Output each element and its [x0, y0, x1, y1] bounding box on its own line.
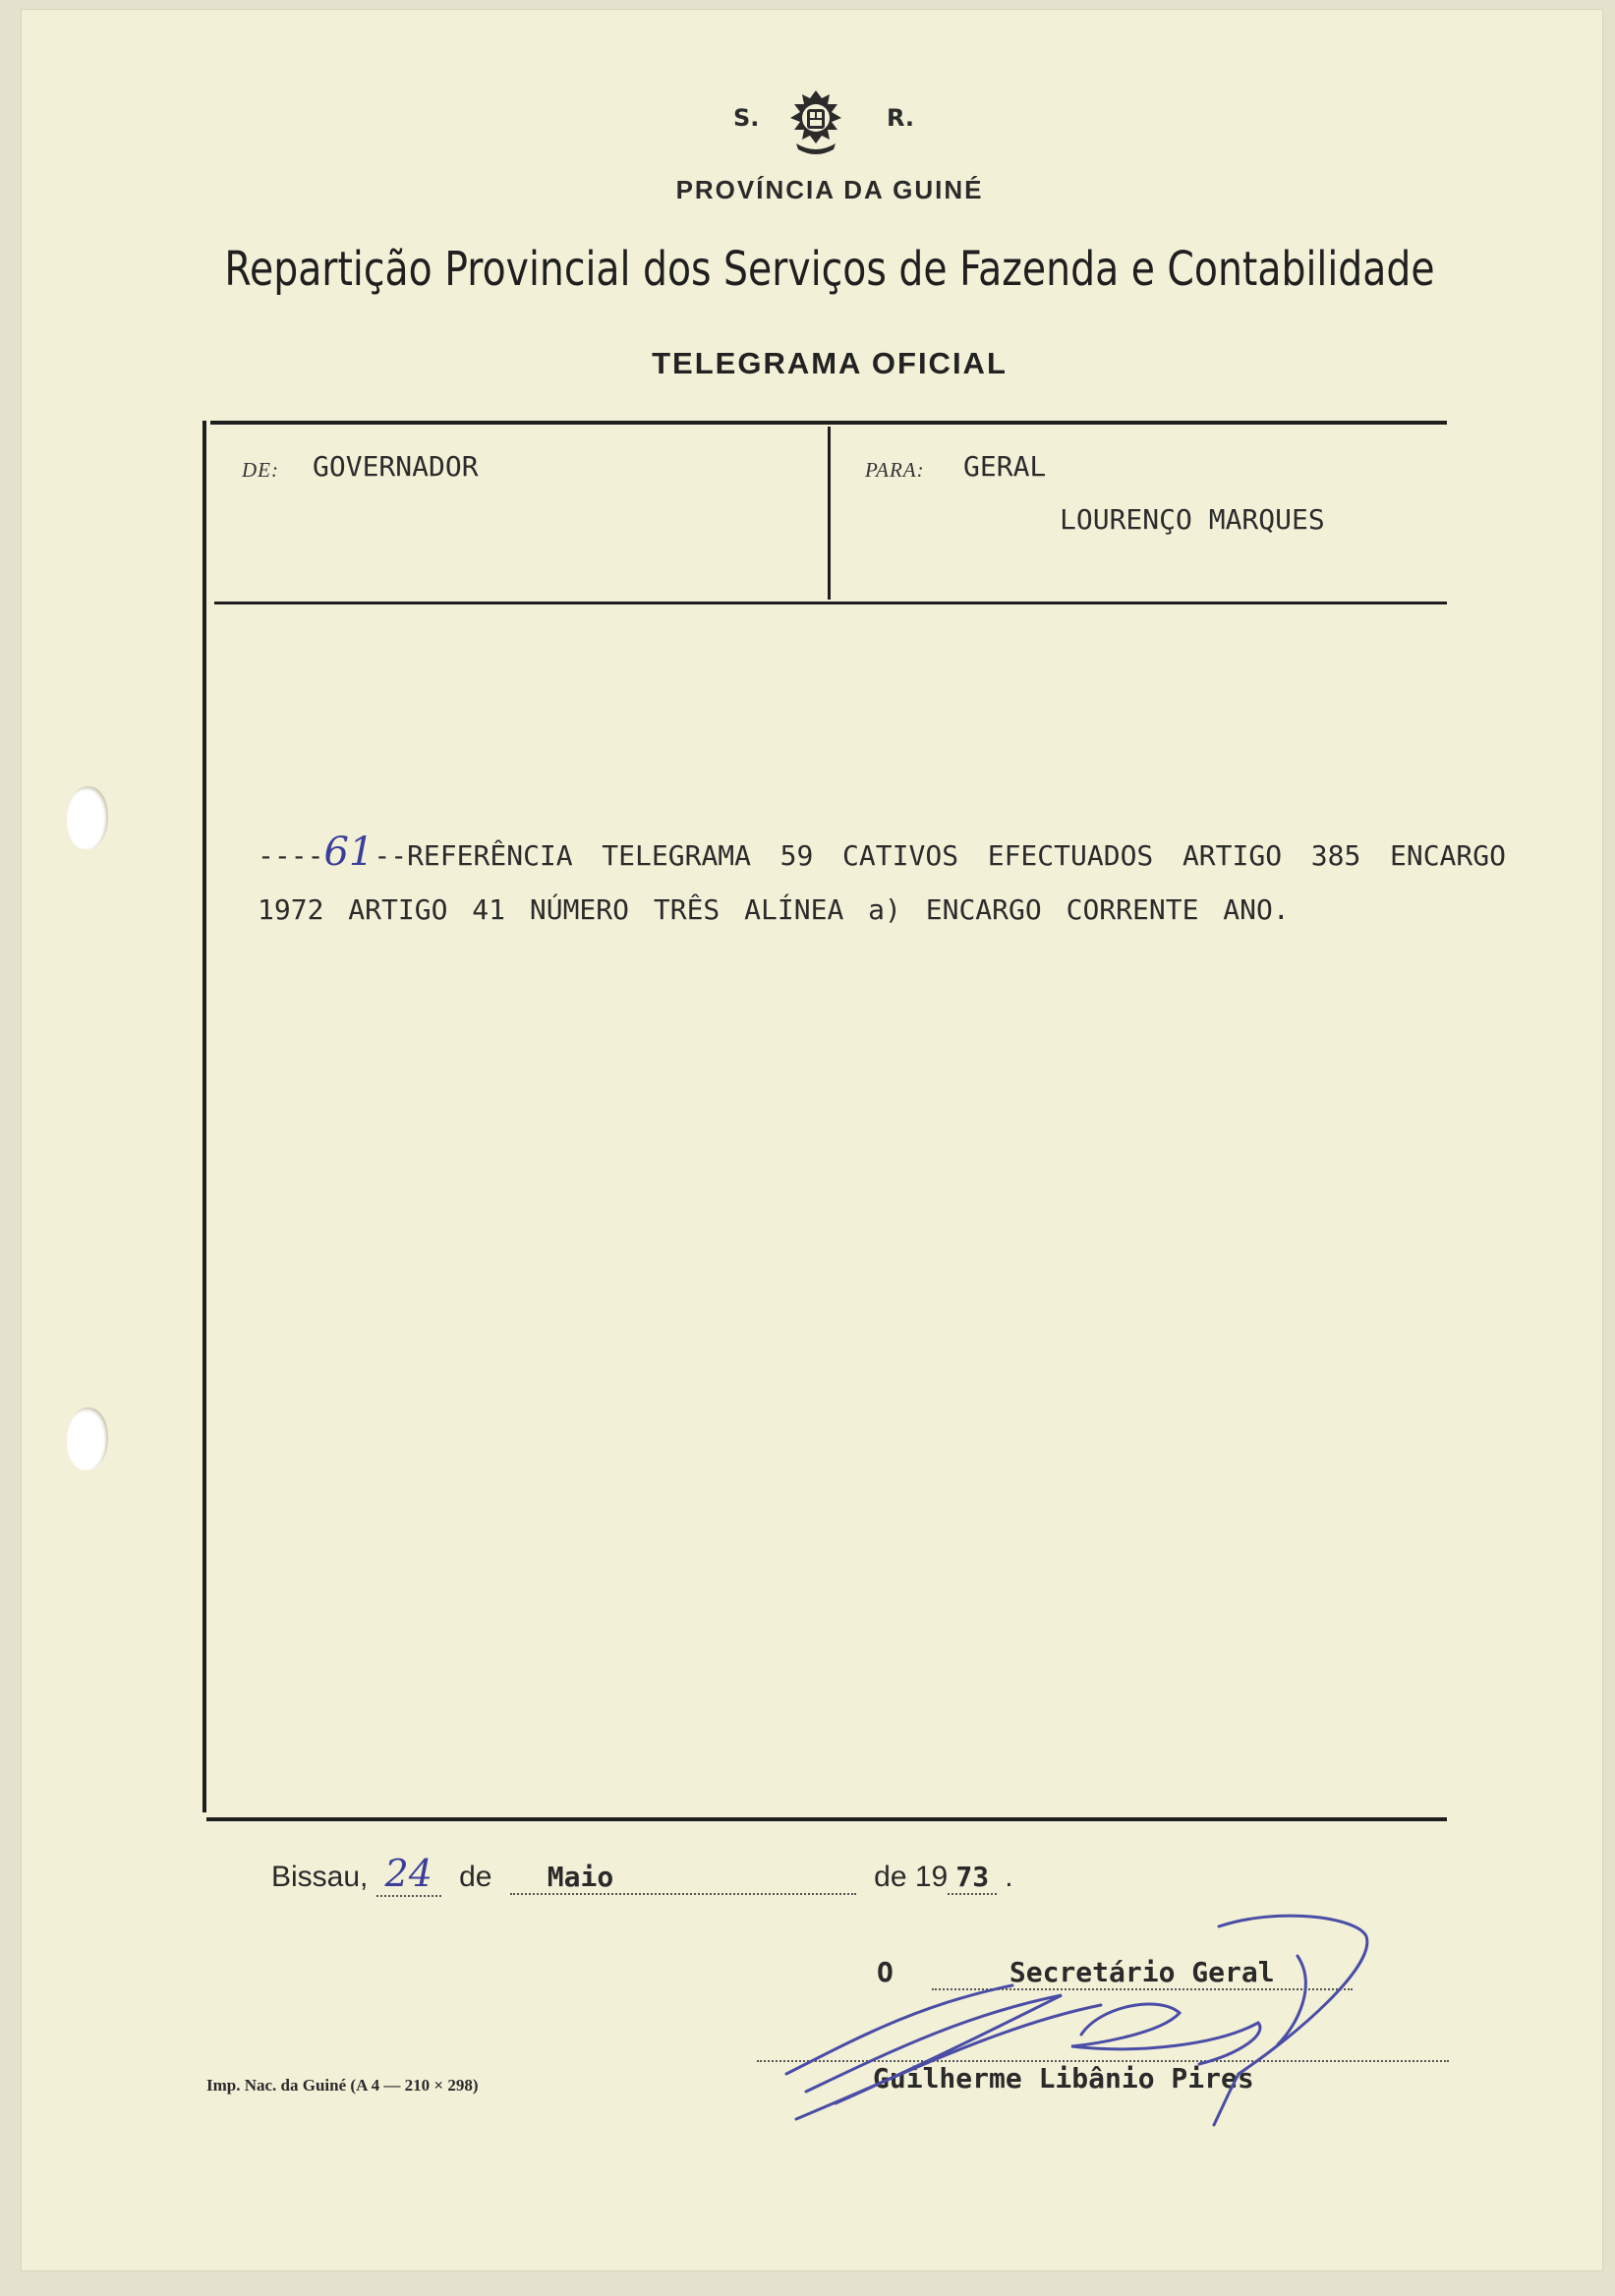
header-divider-rule: [214, 602, 1447, 604]
punch-hole-bottom: [67, 1407, 108, 1470]
message-prefix-dashes: ----: [258, 839, 324, 872]
date-year: 73: [948, 1861, 997, 1895]
printer-imprint: Imp. Nac. da Guiné (A 4 — 210 × 298): [206, 2076, 479, 2095]
date-month: Maio: [510, 1861, 856, 1895]
message-body: [258, 826, 1506, 937]
document-type-heading: TELEGRAMA OFICIAL: [652, 346, 1008, 380]
signatory-title-prefix: O: [877, 1956, 894, 1988]
message-handwritten-number: 61: [323, 830, 375, 875]
to-value-line1: GERAL: [963, 450, 1047, 483]
signatory-name: Guilherme Libânio Pires: [873, 2062, 1254, 2095]
to-label: PARA:: [865, 458, 925, 482]
frame-bottom-rule: [206, 1817, 1447, 1821]
frame-left-rule: [202, 421, 206, 1812]
to-value-line2: LOURENÇO MARQUES: [1060, 503, 1325, 536]
message-prefix-dashes-after: --: [374, 839, 408, 872]
from-to-divider: [828, 427, 831, 600]
message-text: REFERÊNCIA TELEGRAMA 59 CATIVOS EFECTUADOS ARTIGO 385 ENCARGO 1972 ARTIGO 41 NÚMERO TRÊS ALÍNEA a) ENCARGO CORRENTE ANO.: [258, 839, 1506, 926]
coat-of-arms-seal: [727, 85, 924, 163]
punch-hole-top: [67, 786, 108, 849]
from-value: GOVERNADOR: [313, 450, 479, 483]
seal-letter-left: S.: [733, 104, 760, 132]
province-heading: PROVÍNCIA DA GUINÉ: [675, 175, 984, 204]
date-de-2: de 19: [874, 1861, 949, 1893]
seal-letter-right: R.: [887, 104, 915, 132]
date-place: Bissau,: [271, 1861, 369, 1893]
date-end: .: [1005, 1861, 1013, 1893]
date-line: [271, 1852, 1013, 1897]
coat-of-arms-icon: [777, 85, 855, 159]
date-day: 24: [376, 1852, 441, 1897]
from-label: DE:: [242, 458, 279, 482]
date-de-1: de: [459, 1861, 492, 1893]
signatory-title-text: Secretário Geral: [932, 1956, 1353, 1990]
department-heading: Repartição Provincial dos Serviços de Fazenda e Contabilidade: [224, 242, 1435, 297]
handwritten-signature: [767, 1897, 1376, 2133]
frame-top-rule: [210, 421, 1447, 425]
